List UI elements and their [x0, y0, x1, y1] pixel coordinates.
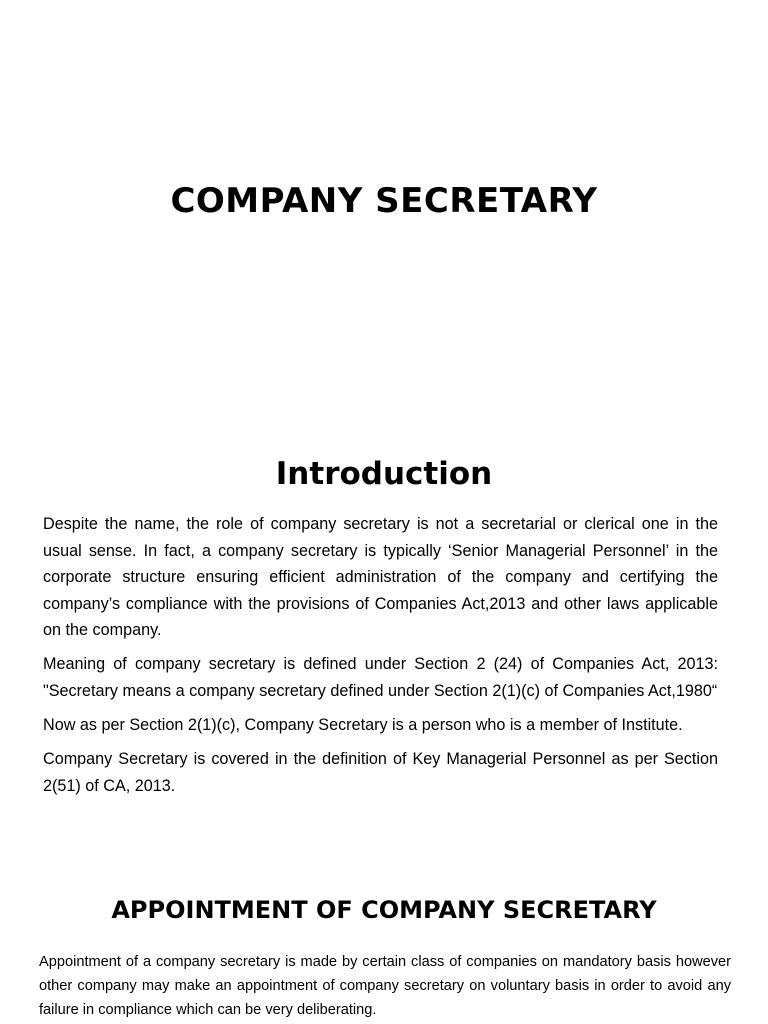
appointment-heading: APPOINTMENT OF COMPANY SECRETARY — [111, 896, 657, 924]
introduction-paragraph: Company Secretary is covered in the definition of Key Managerial Personnel as per Section 2(51) of CA, 2013. — [43, 750, 718, 795]
appointment-paragraph: Appointment of a company secretary is made by certain class of companies on mandatory basis however other company may make an appointment of company secretary on voluntary basis in order to avoid any failure in compliance which can be very deliberating. — [39, 954, 731, 1018]
introduction-paragraph: Now as per Section 2(1)(c), Company Secretary is a person who is a member of Institute. — [43, 716, 683, 735]
introduction-paragraph: Despite the name, the role of company secretary is not a secretarial or clerical one in the usual sense. In fact, a company secretary is typically ‘Senior Managerial Personnel’ in the corporate structure ensuring efficient administration of the company and certifying the company’s compliance with the provisions of Companies Act,2013 and other laws applicable on the company. — [43, 515, 718, 640]
introduction-heading: Introduction — [275, 456, 493, 492]
appointment-body — [39, 950, 731, 1022]
introduction-body — [43, 511, 718, 807]
document-title: COMPANY SECRETARY — [170, 181, 598, 221]
introduction-paragraph: Meaning of company secretary is defined under Section 2 (24) of Companies Act, 2013: "Secretary means a company secretary defined under Section 2(1)(c) of Companies Act,1980“ — [43, 655, 718, 701]
